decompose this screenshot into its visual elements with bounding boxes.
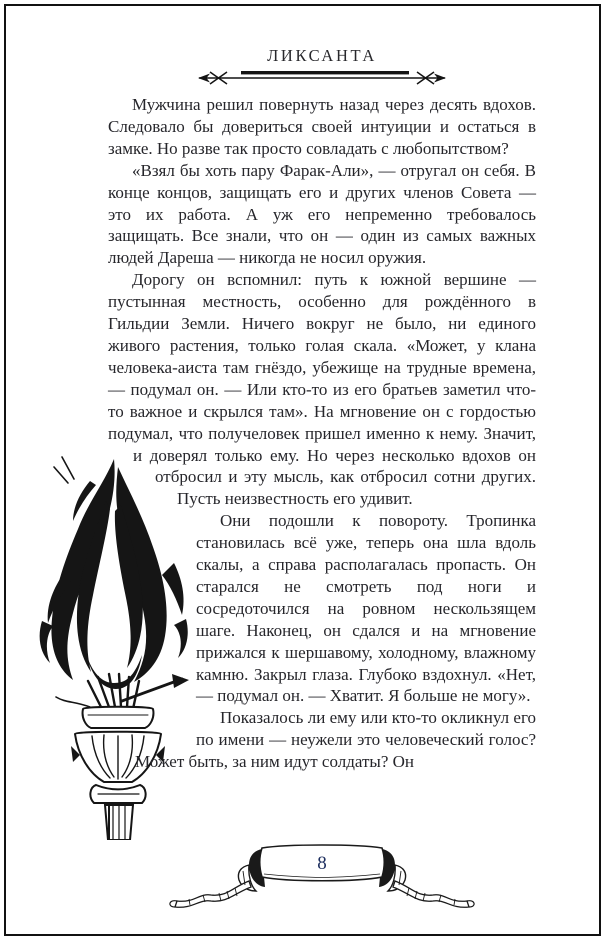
paragraph: Мужчина решил повернуть назад через десять вдохов. Следовало бы довериться своей интуиции и остаться в замке. Но разве так просто совладать с любопытством? [108,95,536,158]
paragraph: «Взял бы хоть пару Фарак-Али», — отругал он себя. В конце концов, защищать его и других членов Совета — это их работа. А уж его непременно требовалось защищать. Все знали, что он — один из самых важных людей Дареша — никогда не носил оружия. [108,160,536,268]
text-wrap-step [108,462,133,486]
arrow-rule-ornament-icon [197,67,447,87]
text-wrap-flame [108,552,196,748]
paragraph: Они подошли к повороту. Тропинка становилась всё уже, теперь она шла вдоль скалы, а справа располагалась пропасть. Он старался не смотреть под ноги и сосредоточился на ровном нескользящем шаге. Наконец, он сдался и на мгновение прижался к шершавому, холодному, влажному камню. Закрыл глаза. Глубоко вздохнул. «Нет, — подумал он. — Хватит. Я больше не могу». [196,511,536,706]
page-number: 8 [317,853,327,874]
text-wrap-step [108,486,155,508]
page-number-ribbon-icon [167,841,477,913]
body-text [108,94,536,840]
text-wrap-step [108,508,177,530]
paragraph: Показалось ли ему или кто-то окликнул его по имени — неужели это человеческий голос? Может быть, за ним идут солдаты? Он [135,708,536,772]
paragraph: Дорогу он вспомнил: путь к южной вершине — пустынная местность, особенно для рождённого в Гильдии Земли. Ничего вокруг не было, ни единого живого растения, только голая скала. «Может, у клана человека-аиста там гнёздо, убежище на трудные времена, — подумал он. — Или кто-то из его братьев заметил что-то важное и скрылся там». На мгновение он с гордостью подумал, что получеловек пришел именно к нему. Значит, и доверял только ему. Но через несколько вдохов он отбросил и эту мысль, как отбросил сотни других. Пусть неизвестность его удивит. [108,270,536,509]
text-wrap-step [108,530,196,552]
text-wrap-stem [108,748,135,840]
chapter-title: ЛИКСАНТА [267,46,377,65]
